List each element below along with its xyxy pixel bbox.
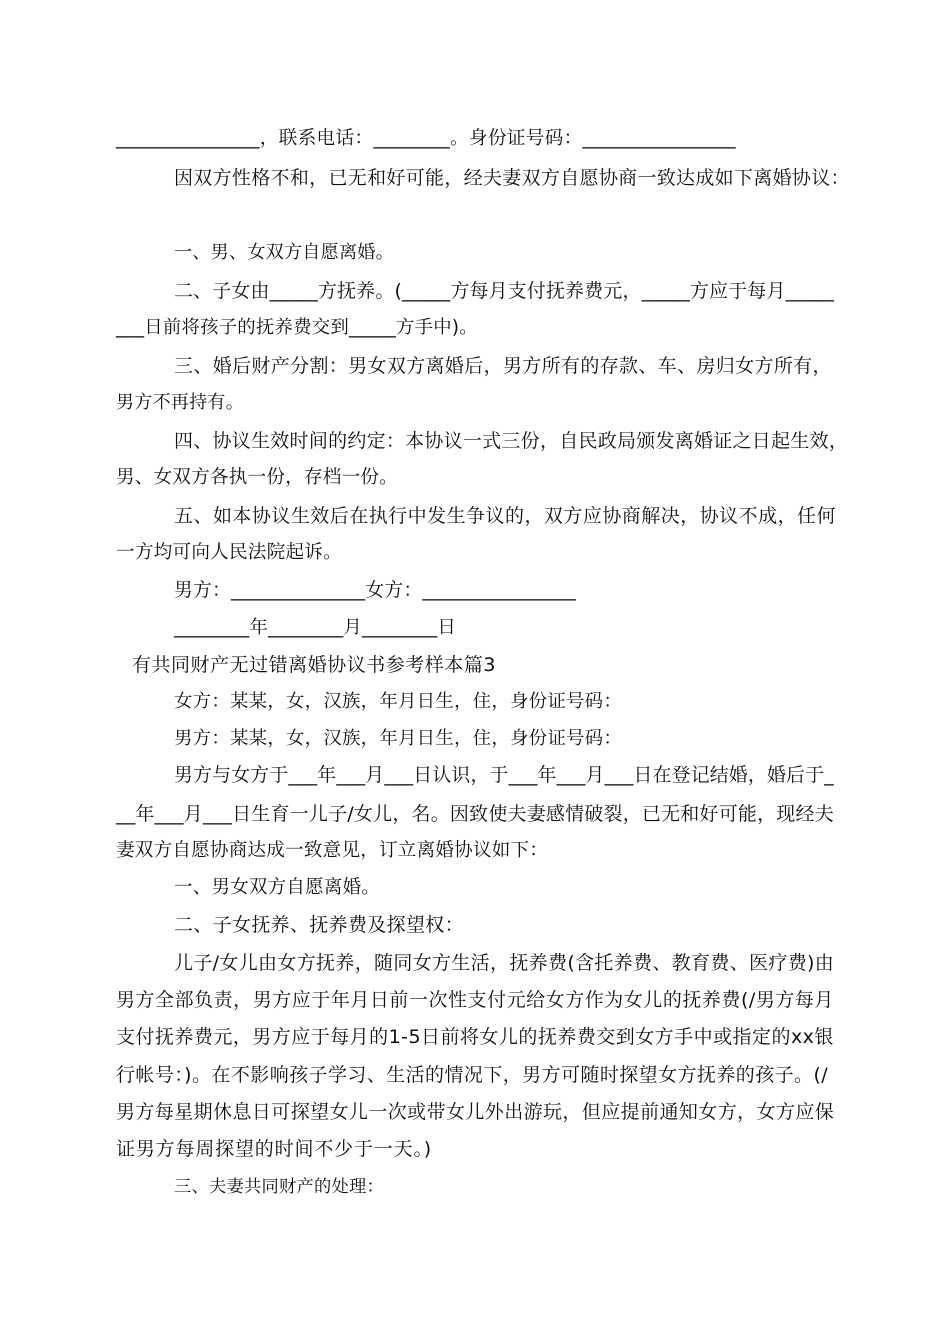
agreement-intro: 因双方性格不和，已无和好可能，经夫妻双方自愿协商一致达成如下离婚协议： <box>174 167 850 189</box>
custody-paragraph-line-5: 男方每星期休息日可探望女儿一次或带女儿外出游玩，但应提前通知女方，女方应保 <box>116 1101 835 1123</box>
section-heading: 有共同财产无过错离婚协议书参考样本篇3 <box>132 654 496 676</box>
clause-2-line-2: ___日前将孩子的抚养费交到_____方手中)。 <box>116 317 478 338</box>
female-party-info: 女方：某某，女，汉族，年月日生，住，身份证号码： <box>174 691 623 712</box>
custody-paragraph-line-4: 行帐号：)。在不影响孩子学习、生活的情况下，男方可随时探望女方抚养的孩子。(/ <box>116 1064 829 1086</box>
background-line-2: __年___月___日生育一儿子/女儿，名。因致使夫妻感情破裂，已无和好可能，现经夫 <box>116 803 834 825</box>
background-line-1: 男方与女方于___年___月___日认识，于___年___月___日在登记结婚，婚后于_ <box>174 765 834 786</box>
clause-5-line-2: 一方均可向人民法院起诉。 <box>116 542 342 563</box>
contact-info-line: _______________，联系电话：________。身份证号码：________________ <box>116 128 736 149</box>
custody-paragraph-line-3: 支付抚养费元，男方应于每月的1-5日前将女儿的抚养费交到女方手中或指定的xx银 <box>116 1026 834 1048</box>
custody-paragraph-line-2: 男方全部负责，男方应于年月日前一次性支付元给女方作为女儿的抚养费(/男方每月 <box>116 989 834 1011</box>
custody-paragraph-line-6: 证男方每周探望的时间不少于一天。) <box>116 1138 433 1160</box>
clause-3-line-1: 三、婚后财产分割：男女双方离婚后，男方所有的存款、车、房归女方所有， <box>174 355 832 377</box>
background-line-3: 妻双方自愿协商达成一致意见，订立离婚协议如下： <box>116 840 549 861</box>
section-2-clause-1: 一、男女双方自愿离婚。 <box>174 877 381 898</box>
section-2-clause-2: 二、子女抚养、抚养费及探望权： <box>174 914 464 936</box>
clause-4-line-1: 四、协议生效时间的约定：本协议一式三份，自民政局颁发离婚证之日起生效， <box>174 430 849 452</box>
clause-3-line-2: 男方不再持有。 <box>116 392 244 413</box>
clause-1: 一、男、女双方自愿离婚。 <box>174 242 394 263</box>
signature-line: 男方：______________女方：________________ <box>174 580 577 601</box>
clause-5-line-1: 五、如本协议生效后在执行中发生争议的，双方应协商解决，协议不成，任何 <box>174 505 836 527</box>
date-line: ________年________月________日 <box>174 617 457 638</box>
section-2-clause-3: 三、夫妻共同财产的处理： <box>174 1177 385 1197</box>
custody-paragraph-line-1: 儿子/女儿由女方抚养，随同女方生活，抚养费(含托养费、教育费、医疗费)由 <box>174 952 835 974</box>
clause-4-line-2: 男、女双方各执一份，存档一份。 <box>116 467 398 488</box>
male-party-info: 男方：某某，女，汉族，年月日生，住，身份证号码： <box>174 728 623 749</box>
clause-2-line-1: 二、子女由_____方抚养。(_____方每月支付抚养费元，_____方应于每月_____ <box>174 280 835 302</box>
